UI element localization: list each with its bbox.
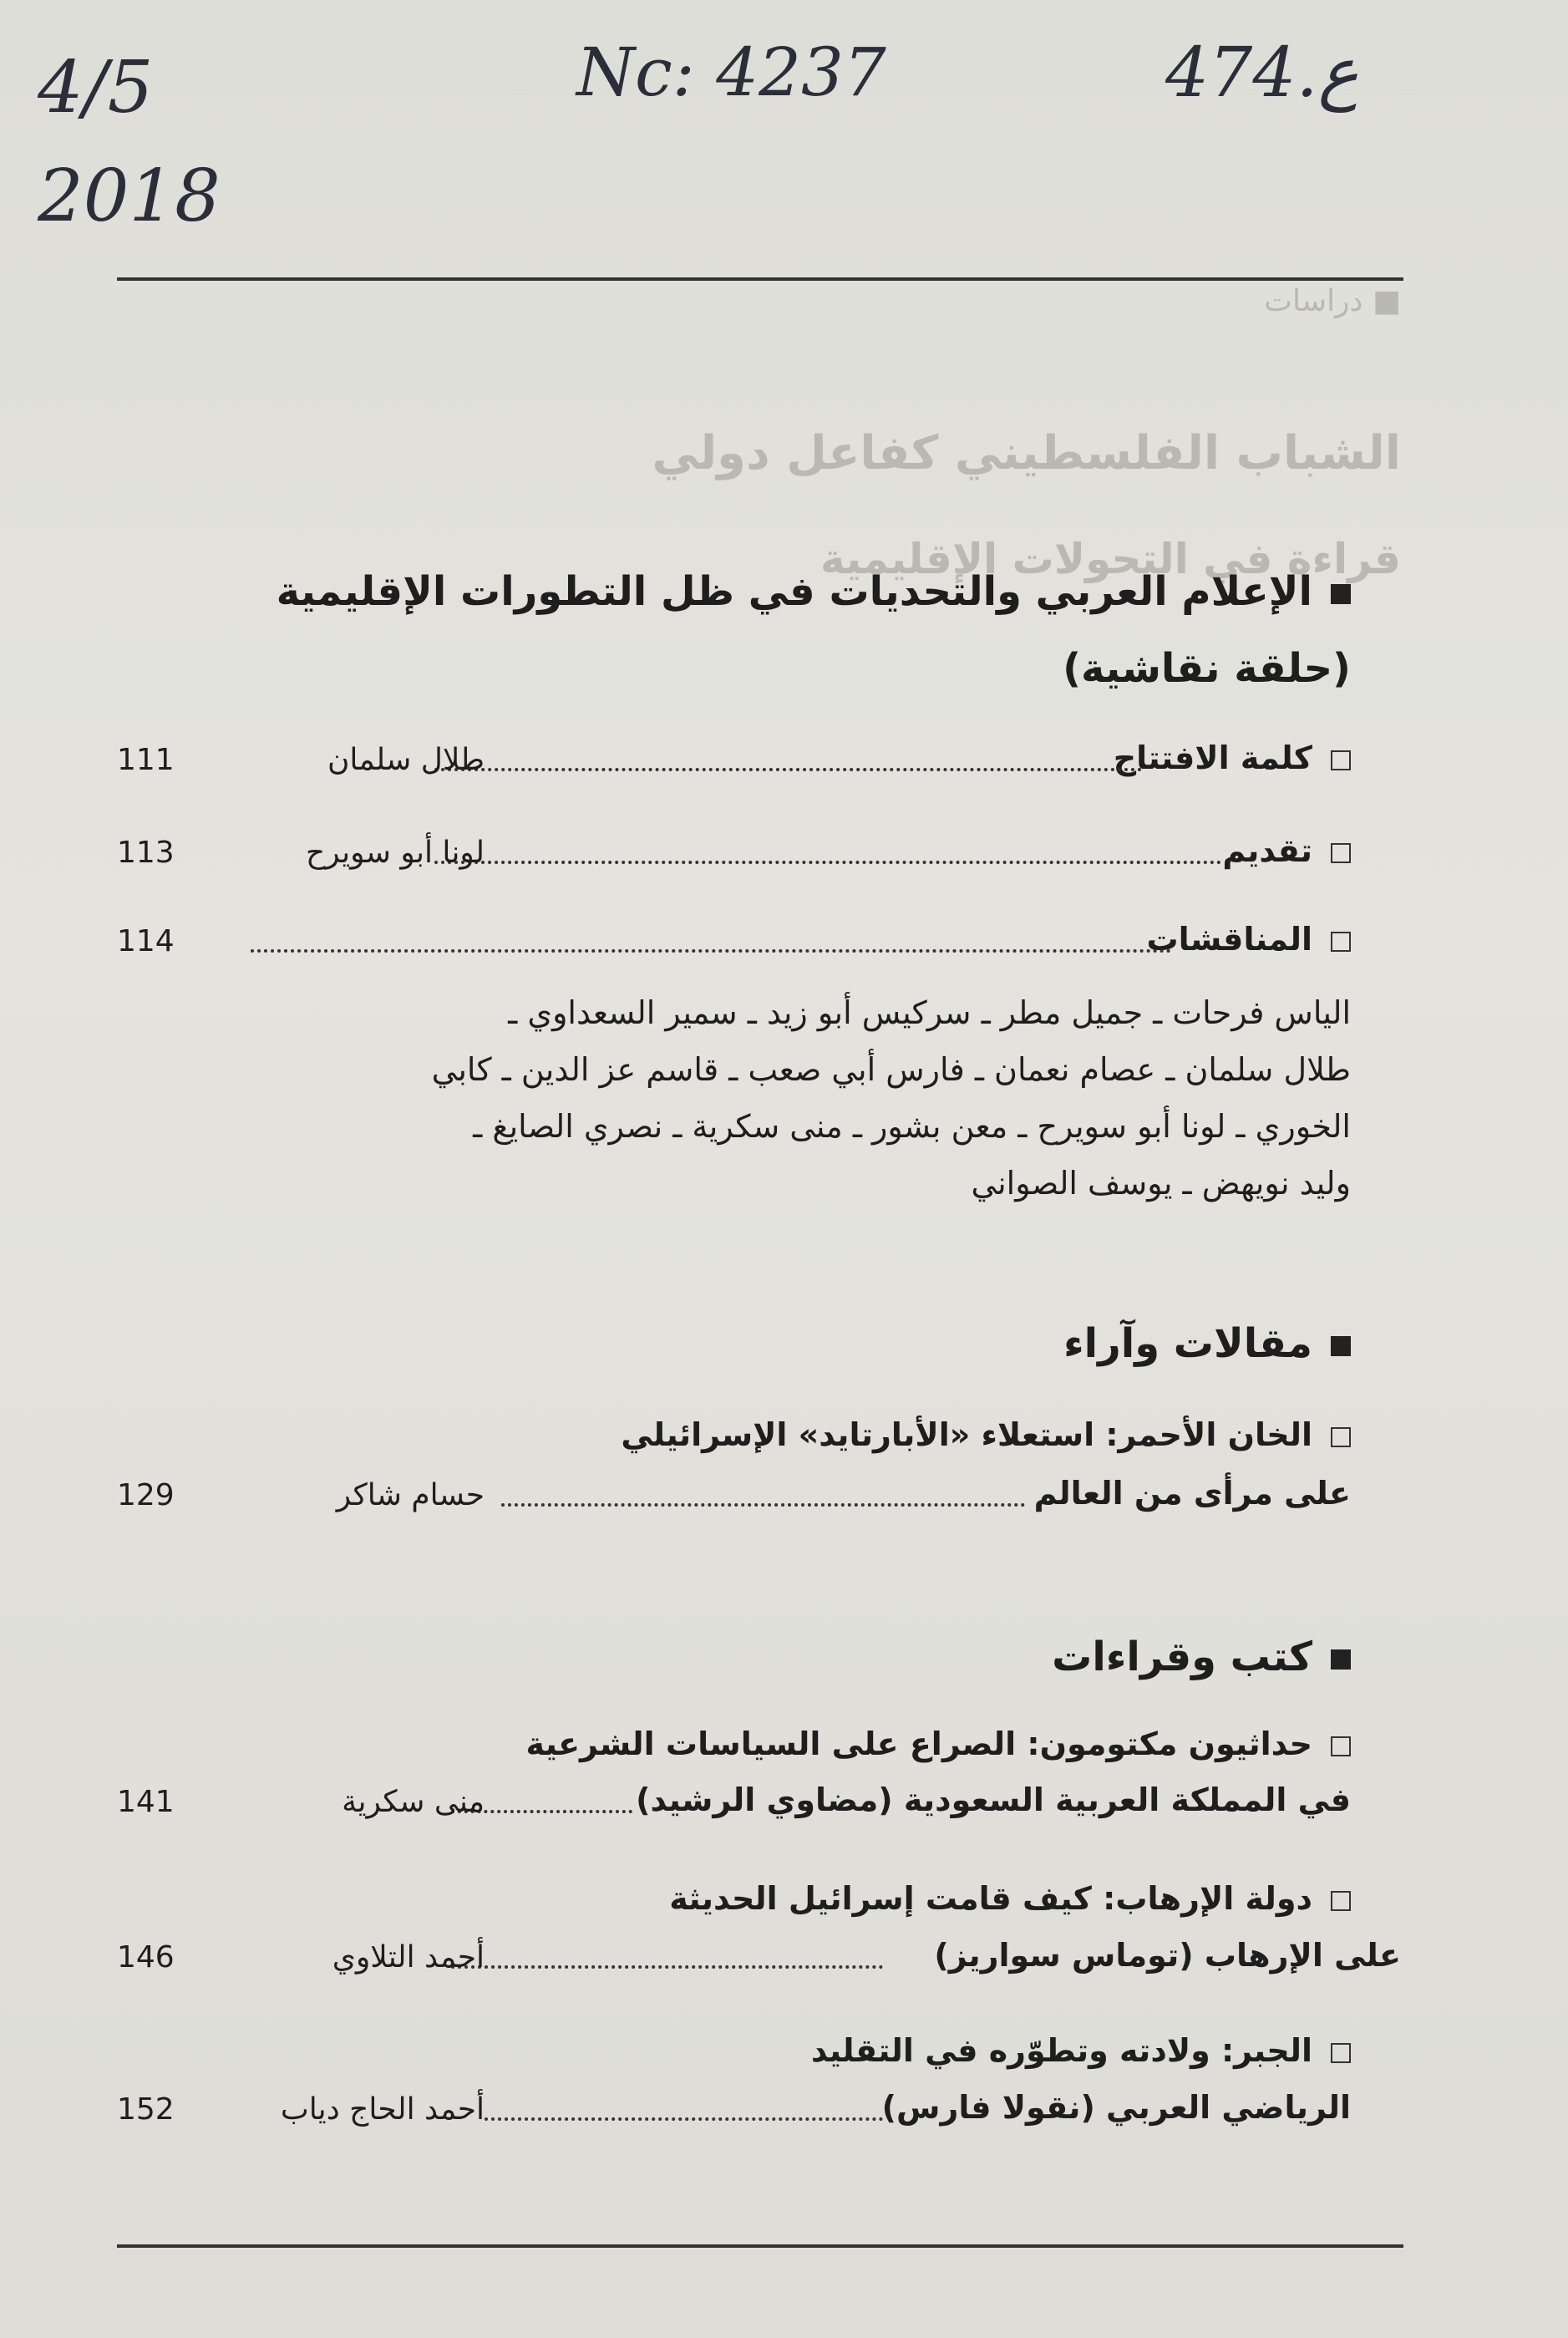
checkbox-icon bbox=[1331, 750, 1351, 770]
bottom-divider bbox=[117, 2244, 1403, 2248]
entry-title: الخان الأحمر: استعلاء «الأبارتايد» الإسرائيلي bbox=[621, 1416, 1351, 1453]
section-heading-continued bbox=[1063, 645, 1351, 692]
section-subtitle: (حلقة نقاشية) bbox=[1063, 645, 1351, 692]
leader-dots bbox=[434, 861, 1221, 864]
section-heading bbox=[277, 568, 1351, 615]
entry-title-continued: الرياضي العربي (نقولا فارس) bbox=[881, 2089, 1351, 2126]
handwritten-class-number: 474.ع bbox=[1165, 33, 1359, 113]
toc-entry bbox=[117, 1937, 1401, 1987]
page-number: 152 bbox=[117, 2092, 175, 2127]
participants-line: الياس فرحات ـ جميل مطر ـ سركيس أبو زيد ـ سمير السعداوي ـ bbox=[508, 994, 1351, 1031]
handwritten-call-number: Nc: 4237 bbox=[576, 33, 886, 111]
square-bullet-icon bbox=[1331, 1336, 1351, 1356]
checkbox-icon bbox=[1331, 1427, 1351, 1447]
entry-author: حسام شاكر bbox=[336, 1478, 485, 1512]
show-through-text: قراءة في التحولات الإقليمية bbox=[820, 535, 1401, 583]
toc-entry bbox=[117, 1475, 1351, 1525]
leader-dots bbox=[434, 768, 1142, 771]
toc-entry bbox=[117, 921, 1351, 971]
entry-author: لونا أبو سويرح bbox=[306, 836, 485, 870]
entry-title: الجبر: ولادته وتطوّره في التقليد bbox=[811, 2032, 1351, 2069]
entry-title: المناقشات bbox=[1146, 921, 1351, 958]
entry-title-continued: في المملكة العربية السعودية (مضاوي الرشيد) bbox=[636, 1781, 1351, 1818]
participants-line: وليد نويهض ـ يوسف الصواني bbox=[971, 1165, 1351, 1202]
square-bullet-icon bbox=[1331, 1649, 1351, 1670]
entry-title: كلمة الافتتاح bbox=[1114, 740, 1351, 776]
entry-title: دولة الإرهاب: كيف قامت إسرائيل الحديثة bbox=[669, 1880, 1351, 1917]
leader-dots bbox=[485, 2117, 883, 2121]
section-title: مقالات وآراء bbox=[1063, 1320, 1312, 1367]
top-divider bbox=[117, 277, 1403, 281]
participants-line: طلال سلمان ـ عصام نعمان ـ فارس أبي صعب ـ قاسم عز الدين ـ كابي bbox=[431, 1051, 1351, 1088]
checkbox-icon bbox=[1331, 1891, 1351, 1911]
page-number: 113 bbox=[117, 836, 175, 870]
page-number: 141 bbox=[117, 1785, 175, 1819]
entry-author: منى سكرية bbox=[342, 1785, 485, 1819]
entry-author: طلال سلمان bbox=[327, 743, 485, 777]
page-number: 114 bbox=[117, 924, 175, 958]
toc-entry bbox=[117, 740, 1351, 790]
page-number: 111 bbox=[117, 743, 175, 777]
show-through-text: ■ دراسات bbox=[1264, 284, 1401, 318]
square-bullet-icon bbox=[1331, 584, 1351, 604]
checkbox-icon bbox=[1331, 932, 1351, 952]
section-heading bbox=[1063, 1320, 1351, 1367]
entry-title-continued: على مرأى من العالم bbox=[1033, 1475, 1351, 1512]
leader-dots bbox=[251, 949, 1171, 953]
handwritten-year: 2018 bbox=[38, 155, 221, 238]
toc-entry bbox=[117, 2089, 1351, 2139]
section-heading bbox=[1052, 1634, 1351, 1680]
entry-author: أحمد التلاوي bbox=[332, 1940, 485, 1975]
toc-entry bbox=[117, 1781, 1351, 1832]
page-number: 129 bbox=[117, 1478, 175, 1512]
participants-line: الخوري ـ لونا أبو سويرح ـ معن بشور ـ منى سكرية ـ نصري الصايغ ـ bbox=[473, 1108, 1351, 1145]
page-number: 146 bbox=[117, 1940, 175, 1975]
leader-dots bbox=[451, 1965, 883, 1969]
entry-title-continued: على الإرهاب (توماس سواريز) bbox=[934, 1937, 1401, 1974]
checkbox-icon bbox=[1331, 843, 1351, 863]
entry-title: تقديم bbox=[1222, 832, 1351, 869]
entry-title: حداثيون مكتومون: الصراع على السياسات الشرعية bbox=[526, 1726, 1351, 1762]
section-title: كتب وقراءات bbox=[1052, 1634, 1312, 1680]
checkbox-icon bbox=[1331, 1736, 1351, 1756]
handwritten-number: 4/5 bbox=[38, 46, 154, 130]
checkbox-icon bbox=[1331, 2043, 1351, 2063]
toc-entry bbox=[117, 832, 1351, 882]
section-title: الإعلام العربي والتحديات في ظل التطورات الإقليمية bbox=[276, 568, 1312, 615]
show-through-text: الشباب الفلسطيني كفاعل دولي bbox=[652, 426, 1401, 480]
leader-dots bbox=[501, 1503, 1025, 1507]
entry-author: أحمد الحاج دياب bbox=[280, 2092, 485, 2127]
